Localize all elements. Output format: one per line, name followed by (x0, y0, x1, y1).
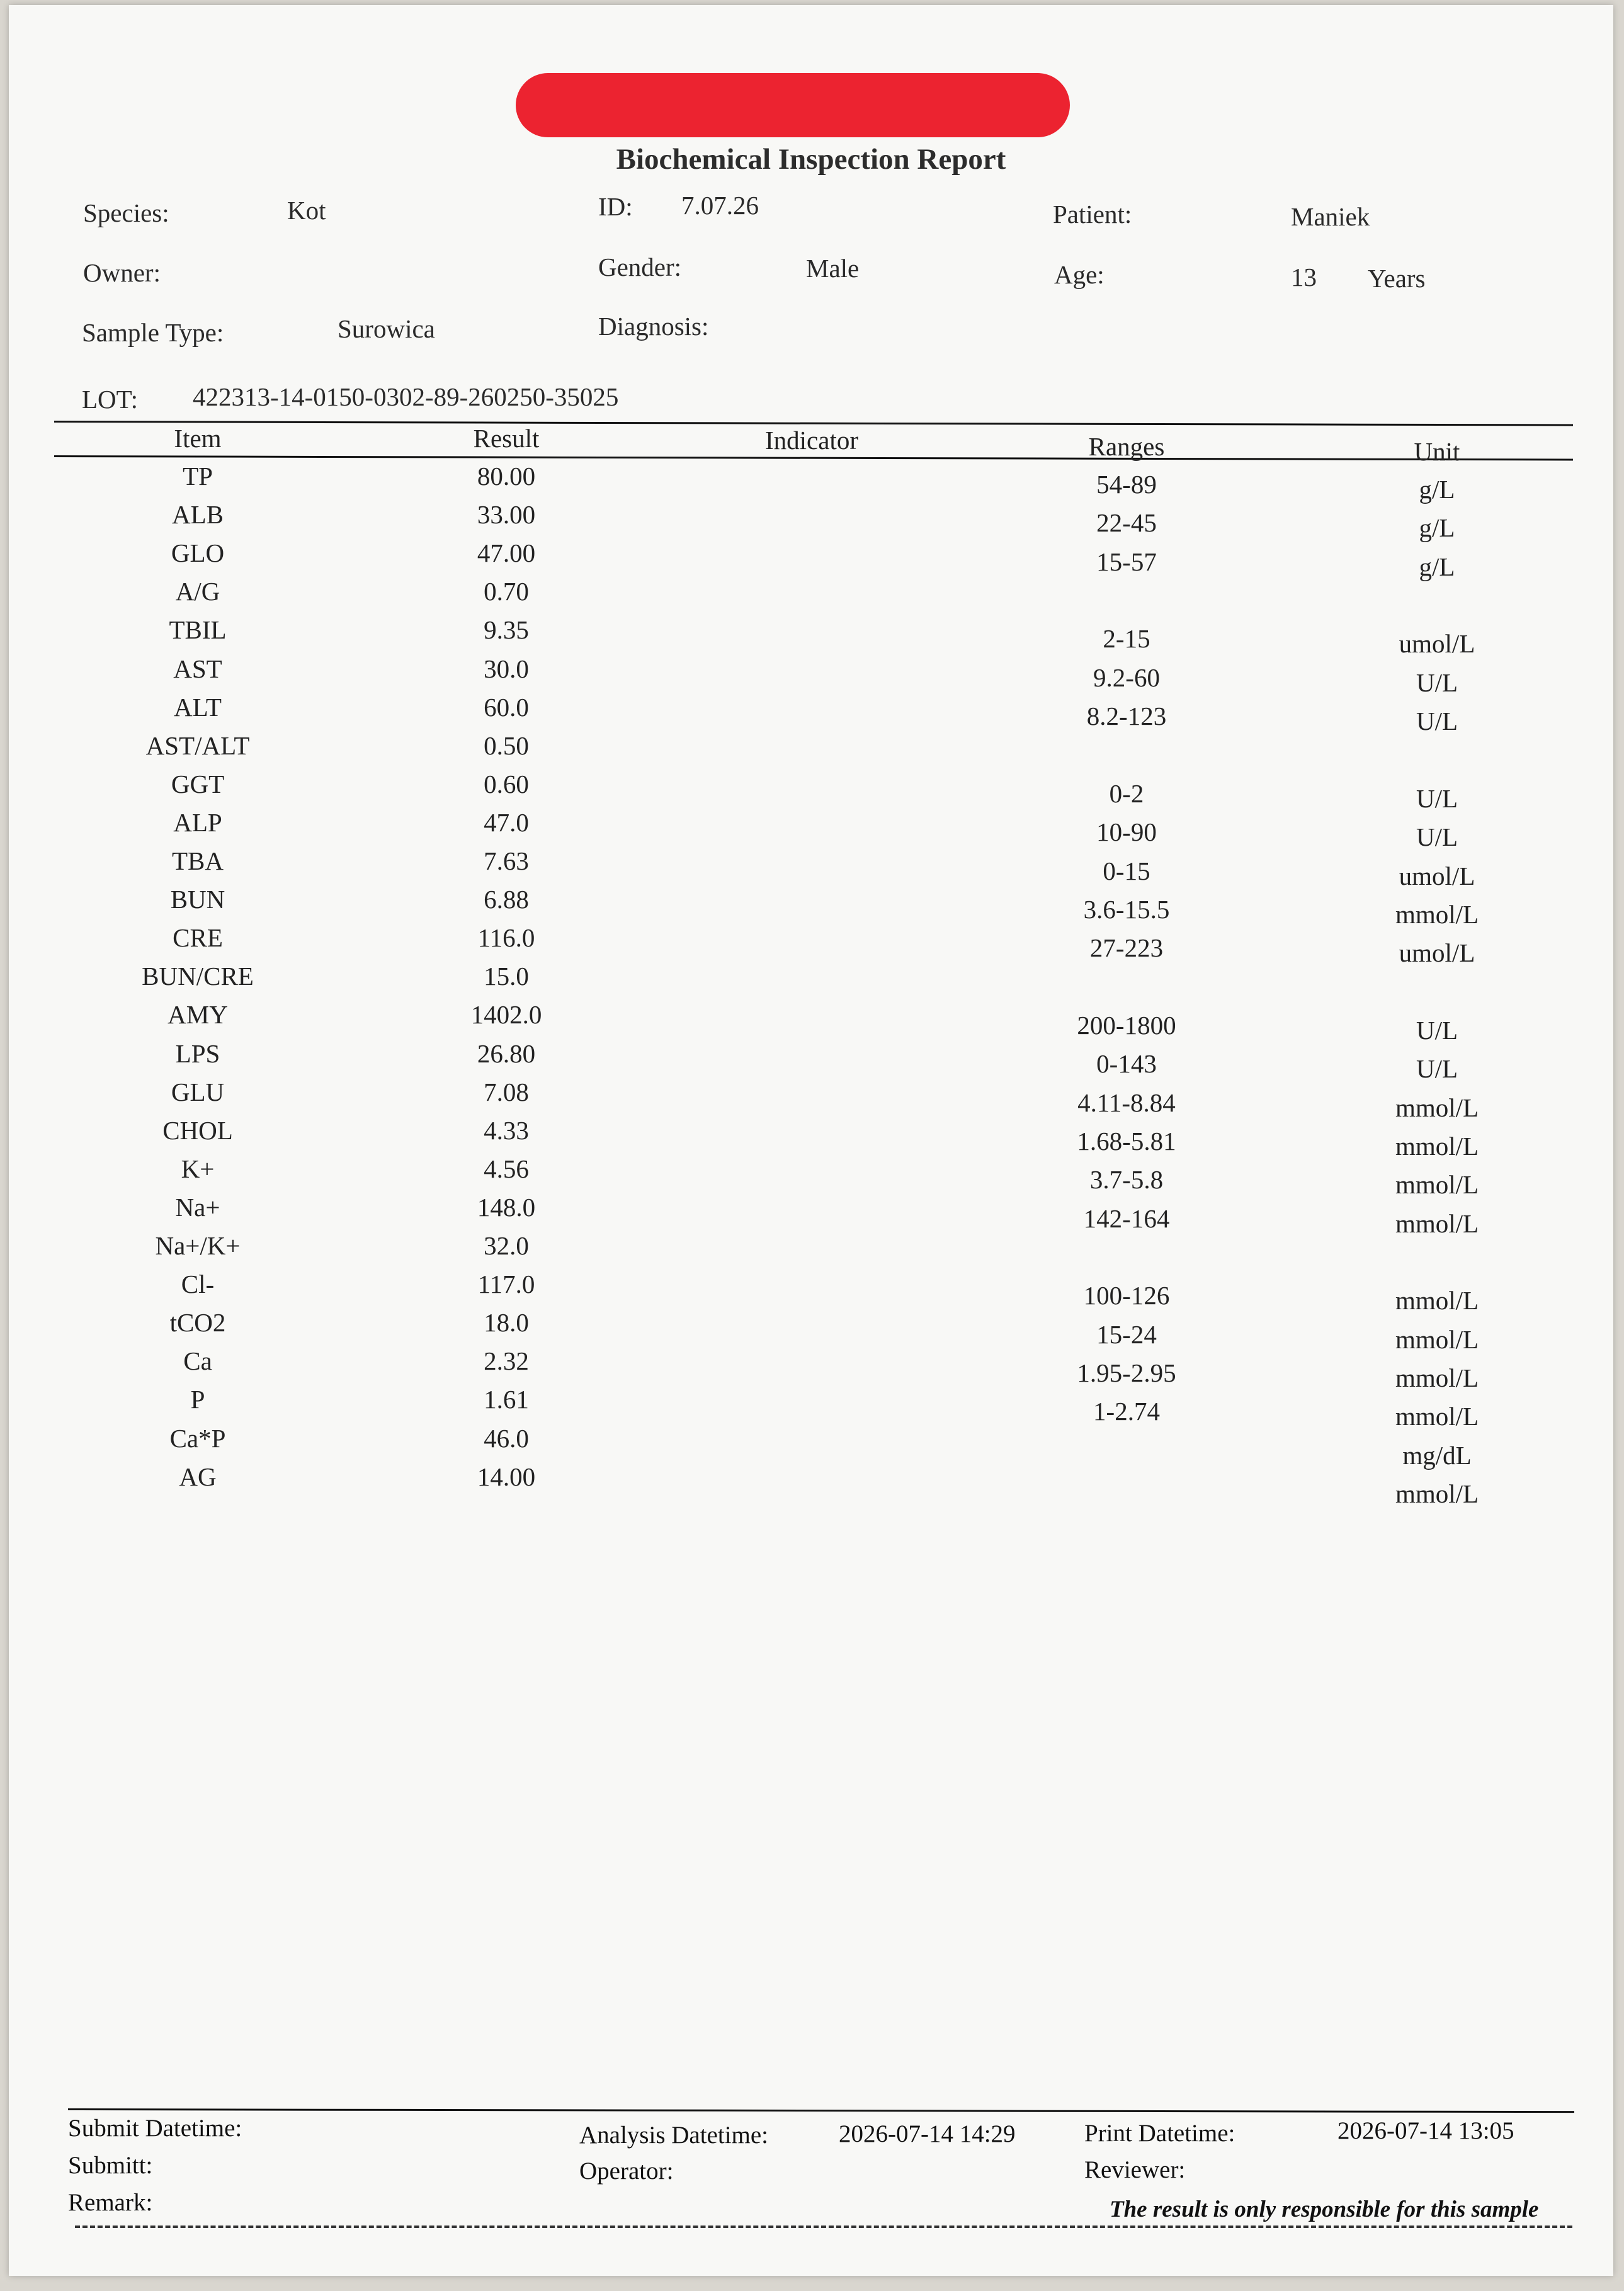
cell-result: 14.00 (477, 1462, 536, 1491)
cell-unit: mmol/L (1395, 1479, 1479, 1508)
cell-range: 9.2-60 (1093, 663, 1160, 692)
cell-unit: mg/dL (1402, 1441, 1472, 1470)
cell-range: 3.7-5.8 (1089, 1165, 1164, 1194)
cell-item: GLO (171, 538, 225, 567)
analysis-datetime-value: 2026-07-14 14:29 (839, 2120, 1016, 2147)
cell-result: 4.56 (484, 1154, 529, 1183)
cell-range: 0-143 (1096, 1049, 1157, 1078)
cell-unit: g/L (1419, 552, 1455, 581)
cell-result: 32.0 (484, 1231, 529, 1260)
cell-unit: mmol/L (1395, 1402, 1479, 1431)
cell-result: 0.50 (484, 731, 529, 760)
cell-range: 15-57 (1096, 547, 1157, 576)
cell-result: 33.00 (477, 500, 536, 529)
cell-item: AMY (168, 1000, 228, 1029)
cell-result: 7.08 (484, 1077, 529, 1106)
cell-result: 18.0 (484, 1308, 529, 1337)
cell-unit: mmol/L (1395, 1132, 1479, 1161)
sample-type-label: Sample Type: (82, 318, 224, 347)
lot-value: 422313-14-0150-0302-89-260250-35025 (193, 382, 619, 411)
col-header-unit: Unit (1414, 437, 1460, 466)
print-datetime-label: Print Datetime: (1084, 2120, 1235, 2147)
cell-range: 100-126 (1083, 1281, 1170, 1310)
cell-range: 2-15 (1103, 624, 1150, 653)
sample-type-value: Surowica (338, 314, 435, 343)
cell-item: TP (183, 462, 213, 491)
cell-unit: umol/L (1399, 938, 1475, 967)
cell-range: 0-15 (1103, 856, 1150, 885)
cell-result: 26.80 (477, 1039, 536, 1068)
cell-result: 2.32 (484, 1346, 529, 1375)
cell-unit: mmol/L (1395, 1286, 1479, 1315)
cell-item: tCO2 (169, 1308, 226, 1337)
cell-range: 4.11-8.84 (1077, 1088, 1176, 1117)
species-value: Kot (287, 196, 326, 225)
cell-result: 15.0 (484, 962, 529, 991)
cell-range: 200-1800 (1077, 1011, 1176, 1040)
cell-item: GGT (171, 770, 225, 799)
species-label: Species: (83, 198, 169, 227)
cell-result: 1402.0 (470, 1000, 542, 1029)
lot-label: LOT: (82, 385, 139, 414)
cell-unit: mmol/L (1395, 1170, 1479, 1199)
cell-range: 8.2-123 (1086, 702, 1167, 731)
cell-item: K+ (181, 1154, 215, 1183)
print-datetime-value: 2026-07-14 13:05 (1337, 2117, 1514, 2144)
cell-item: CRE (173, 923, 223, 952)
cell-item: BUN (170, 885, 225, 914)
cell-unit: mmol/L (1395, 1093, 1479, 1122)
cell-unit: mmol/L (1395, 900, 1479, 929)
reviewer-label: Reviewer: (1084, 2156, 1186, 2183)
cell-result: 30.0 (484, 654, 529, 683)
footer-rule (68, 2108, 1574, 2113)
cell-item: Ca*P (169, 1424, 226, 1453)
patient-value: Maniek (1291, 202, 1370, 231)
cell-item: AG (179, 1462, 217, 1491)
bottom-dashed-line (75, 2226, 1572, 2228)
cell-range: 1.68-5.81 (1077, 1127, 1176, 1156)
cell-item: CHOL (162, 1116, 233, 1145)
cell-item: ALB (172, 500, 224, 529)
cell-unit: umol/L (1399, 629, 1475, 658)
cell-item: Na+/K+ (155, 1231, 241, 1260)
cell-result: 7.63 (484, 846, 529, 875)
age-value: 13 (1291, 263, 1317, 292)
cell-result: 6.88 (484, 885, 529, 914)
cell-item: A/G (175, 577, 220, 606)
cell-result: 47.00 (477, 538, 536, 567)
col-header-indicator: Indicator (765, 426, 858, 455)
cell-range: 22-45 (1096, 508, 1157, 537)
diagnosis-label: Diagnosis: (598, 312, 709, 341)
cell-range: 54-89 (1096, 470, 1157, 499)
operator-label: Operator: (579, 2157, 674, 2185)
col-header-item: Item (174, 424, 222, 453)
cell-item: ALP (173, 808, 222, 837)
cell-result: 148.0 (477, 1193, 536, 1222)
cell-result: 9.35 (484, 615, 529, 644)
cell-unit: g/L (1419, 513, 1455, 542)
owner-label: Owner: (83, 258, 161, 287)
cell-item: Cl- (181, 1270, 215, 1299)
cell-unit: U/L (1416, 668, 1458, 697)
cell-item: ALT (174, 693, 222, 722)
cell-range: 0-2 (1109, 779, 1144, 808)
report-title: Biochemical Inspection Report (616, 143, 1006, 176)
gender-label: Gender: (598, 253, 682, 281)
cell-result: 116.0 (477, 923, 535, 952)
cell-item: TBIL (169, 615, 227, 644)
submitt-label: Submitt: (68, 2152, 153, 2179)
cell-range: 1-2.74 (1093, 1397, 1160, 1426)
cell-item: BUN/CRE (142, 962, 254, 991)
cell-result: 0.70 (484, 577, 529, 606)
gender-value: Male (806, 254, 860, 283)
cell-item: LPS (175, 1039, 220, 1068)
cell-item: GLU (171, 1077, 225, 1106)
cell-range: 1.95-2.95 (1077, 1358, 1176, 1387)
remark-label: Remark: (68, 2189, 153, 2216)
responsibility-note: The result is only responsible for this sample (1110, 2197, 1539, 2222)
cell-unit: mmol/L (1395, 1325, 1479, 1354)
cell-item: Ca (183, 1346, 212, 1375)
cell-item: AST (173, 654, 222, 683)
cell-result: 60.0 (484, 693, 529, 722)
id-value: 7.07.26 (681, 191, 759, 220)
cell-range: 10-90 (1096, 817, 1157, 846)
cell-item: P (190, 1385, 205, 1414)
cell-range: 142-164 (1083, 1204, 1170, 1233)
cell-result: 117.0 (477, 1270, 535, 1299)
submit-datetime-label: Submit Datetime: (68, 2115, 242, 2142)
cell-range: 27-223 (1089, 933, 1164, 962)
analysis-datetime-label: Analysis Datetime: (579, 2122, 769, 2149)
cell-unit: U/L (1416, 1054, 1458, 1083)
cell-unit: U/L (1416, 707, 1458, 736)
cell-unit: U/L (1416, 784, 1458, 813)
cell-result: 4.33 (484, 1116, 529, 1145)
col-header-ranges: Ranges (1088, 432, 1165, 461)
redaction-mark (516, 73, 1070, 137)
cell-range: 15-24 (1096, 1320, 1157, 1349)
cell-result: 0.60 (484, 770, 529, 799)
cell-result: 1.61 (484, 1385, 529, 1414)
cell-result: 46.0 (484, 1424, 529, 1453)
report-sheet (9, 5, 1613, 2276)
cell-unit: U/L (1416, 1016, 1458, 1045)
id-label: ID: (598, 192, 633, 221)
cell-unit: mmol/L (1395, 1209, 1479, 1238)
patient-label: Patient: (1053, 200, 1132, 229)
cell-result: 80.00 (477, 462, 536, 491)
cell-unit: mmol/L (1395, 1363, 1479, 1392)
cell-unit: g/L (1419, 475, 1455, 504)
cell-range: 3.6-15.5 (1083, 895, 1170, 924)
col-header-result: Result (473, 424, 540, 453)
cell-item: TBA (172, 846, 224, 875)
cell-result: 47.0 (484, 808, 529, 837)
cell-unit: umol/L (1399, 861, 1475, 890)
cell-item: AST/ALT (145, 731, 250, 760)
cell-item: Na+ (175, 1193, 220, 1222)
age-unit: Years (1368, 264, 1426, 293)
age-label: Age: (1054, 260, 1104, 289)
cell-unit: U/L (1416, 822, 1458, 851)
